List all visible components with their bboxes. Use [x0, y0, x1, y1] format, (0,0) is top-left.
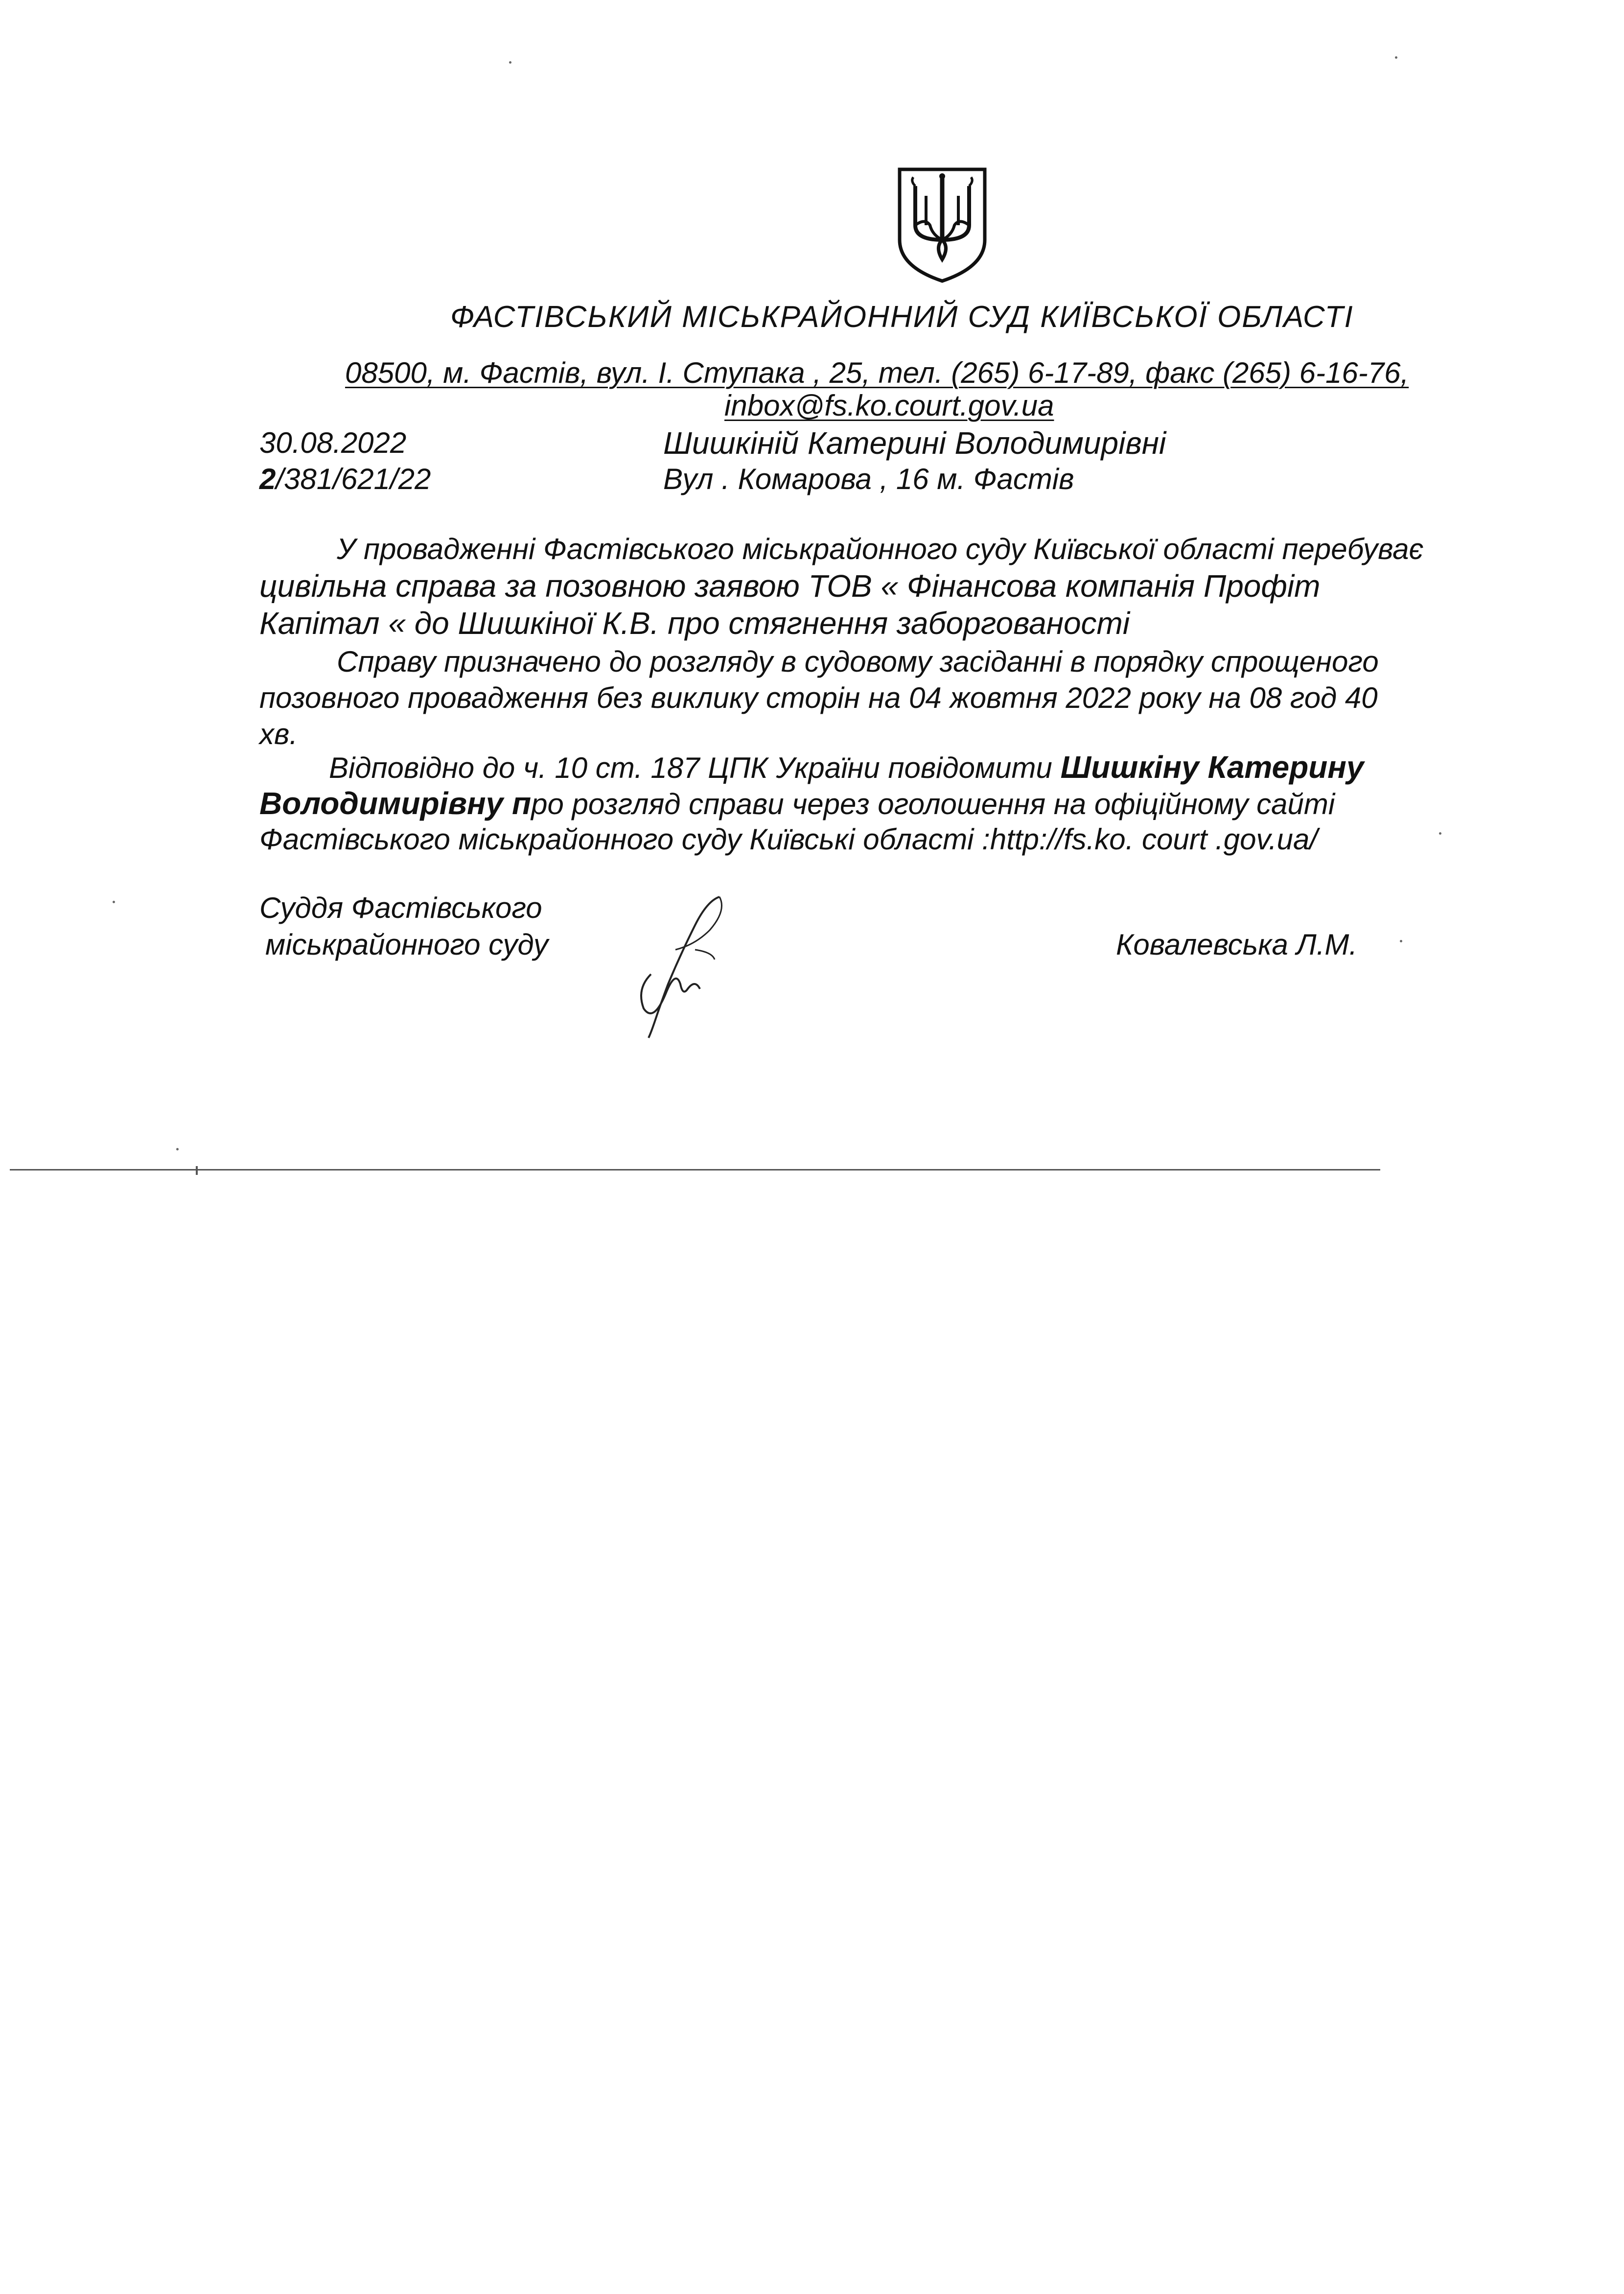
- paragraph-1-line-1: У провадженні Фастівського міськрайонного суду Київської області перебуває: [337, 533, 1424, 565]
- paragraph-3-line-2-text: ро розгляд справи через оголошення на офіційному сайті: [531, 788, 1335, 820]
- court-name-heading: ФАСТІВСЬКИЙ МІСЬКРАЙОННИЙ СУД КИЇВСЬКОЇ ОБЛАСТІ: [450, 300, 1354, 334]
- judge-title-line-1: Суддя Фастівського: [259, 891, 542, 924]
- judge-title-line-2: міськрайонного суду: [265, 928, 548, 961]
- paragraph-2-line-2: позовного провадження без виклику сторін на 04 жовтня 2022 року на 08 год 40: [259, 681, 1378, 714]
- recipient-address: Вул . Комарова , 16 м. Фастів: [663, 463, 1074, 495]
- trident-coat-of-arms-icon: [896, 166, 989, 284]
- scan-speck: [113, 901, 115, 903]
- judge-name: Ковалевська Л.М.: [1116, 928, 1358, 961]
- paragraph-3-line-2: [259, 785, 1335, 822]
- paragraph-1-line-3: Капітал « до Шишкіної К.В. про стягнення заборгованості: [259, 606, 1130, 641]
- paragraph-3-line-3: Фастівського міськрайонного суду Київські області :http://fs.ko. court .gov.ua/: [259, 823, 1318, 856]
- paragraph-1-line-2: цивільна справа за позовною заявою ТОВ « Фінансова компанія Профіт: [259, 568, 1321, 604]
- scan-speck: [509, 61, 511, 64]
- footer-divider: [10, 1169, 1380, 1170]
- court-address-line: 08500, м. Фастів, вул. І. Ступака , 25, тел. (265) 6-17-89, факс (265) 6-16-76,: [345, 356, 1409, 389]
- court-email[interactable]: inbox@fs.ko.court.gov.ua: [724, 389, 1054, 422]
- recipient-name: Шишкіній Катерині Володимирівні: [663, 425, 1166, 461]
- case-reference-rest: /381/621/22: [276, 463, 431, 495]
- case-reference-prefix: 2: [259, 463, 276, 495]
- scan-speck: [176, 1148, 179, 1150]
- paragraph-2-line-1: Справу призначено до розгляду в судовому засіданні в порядку спрощеного: [337, 645, 1379, 678]
- scan-speck: [1400, 940, 1402, 942]
- paragraph-3-line-1: [329, 749, 1364, 786]
- case-reference-number: [259, 461, 431, 497]
- footer-divider-tick: [196, 1166, 198, 1175]
- handwritten-signature: [622, 891, 739, 1043]
- paragraph-2-line-3: хв.: [259, 718, 298, 750]
- defendant-patronymic-bold: Володимирівну п: [259, 786, 532, 821]
- scan-speck: [1395, 56, 1397, 59]
- letter-date: 30.08.2022: [259, 426, 407, 459]
- defendant-name-bold: Шишкіну Катерину: [1060, 749, 1364, 785]
- paragraph-3-line-1-text: Відповідно до ч. 10 ст. 187 ЦПК України повідомити: [329, 751, 1061, 784]
- scan-speck: [1439, 832, 1441, 835]
